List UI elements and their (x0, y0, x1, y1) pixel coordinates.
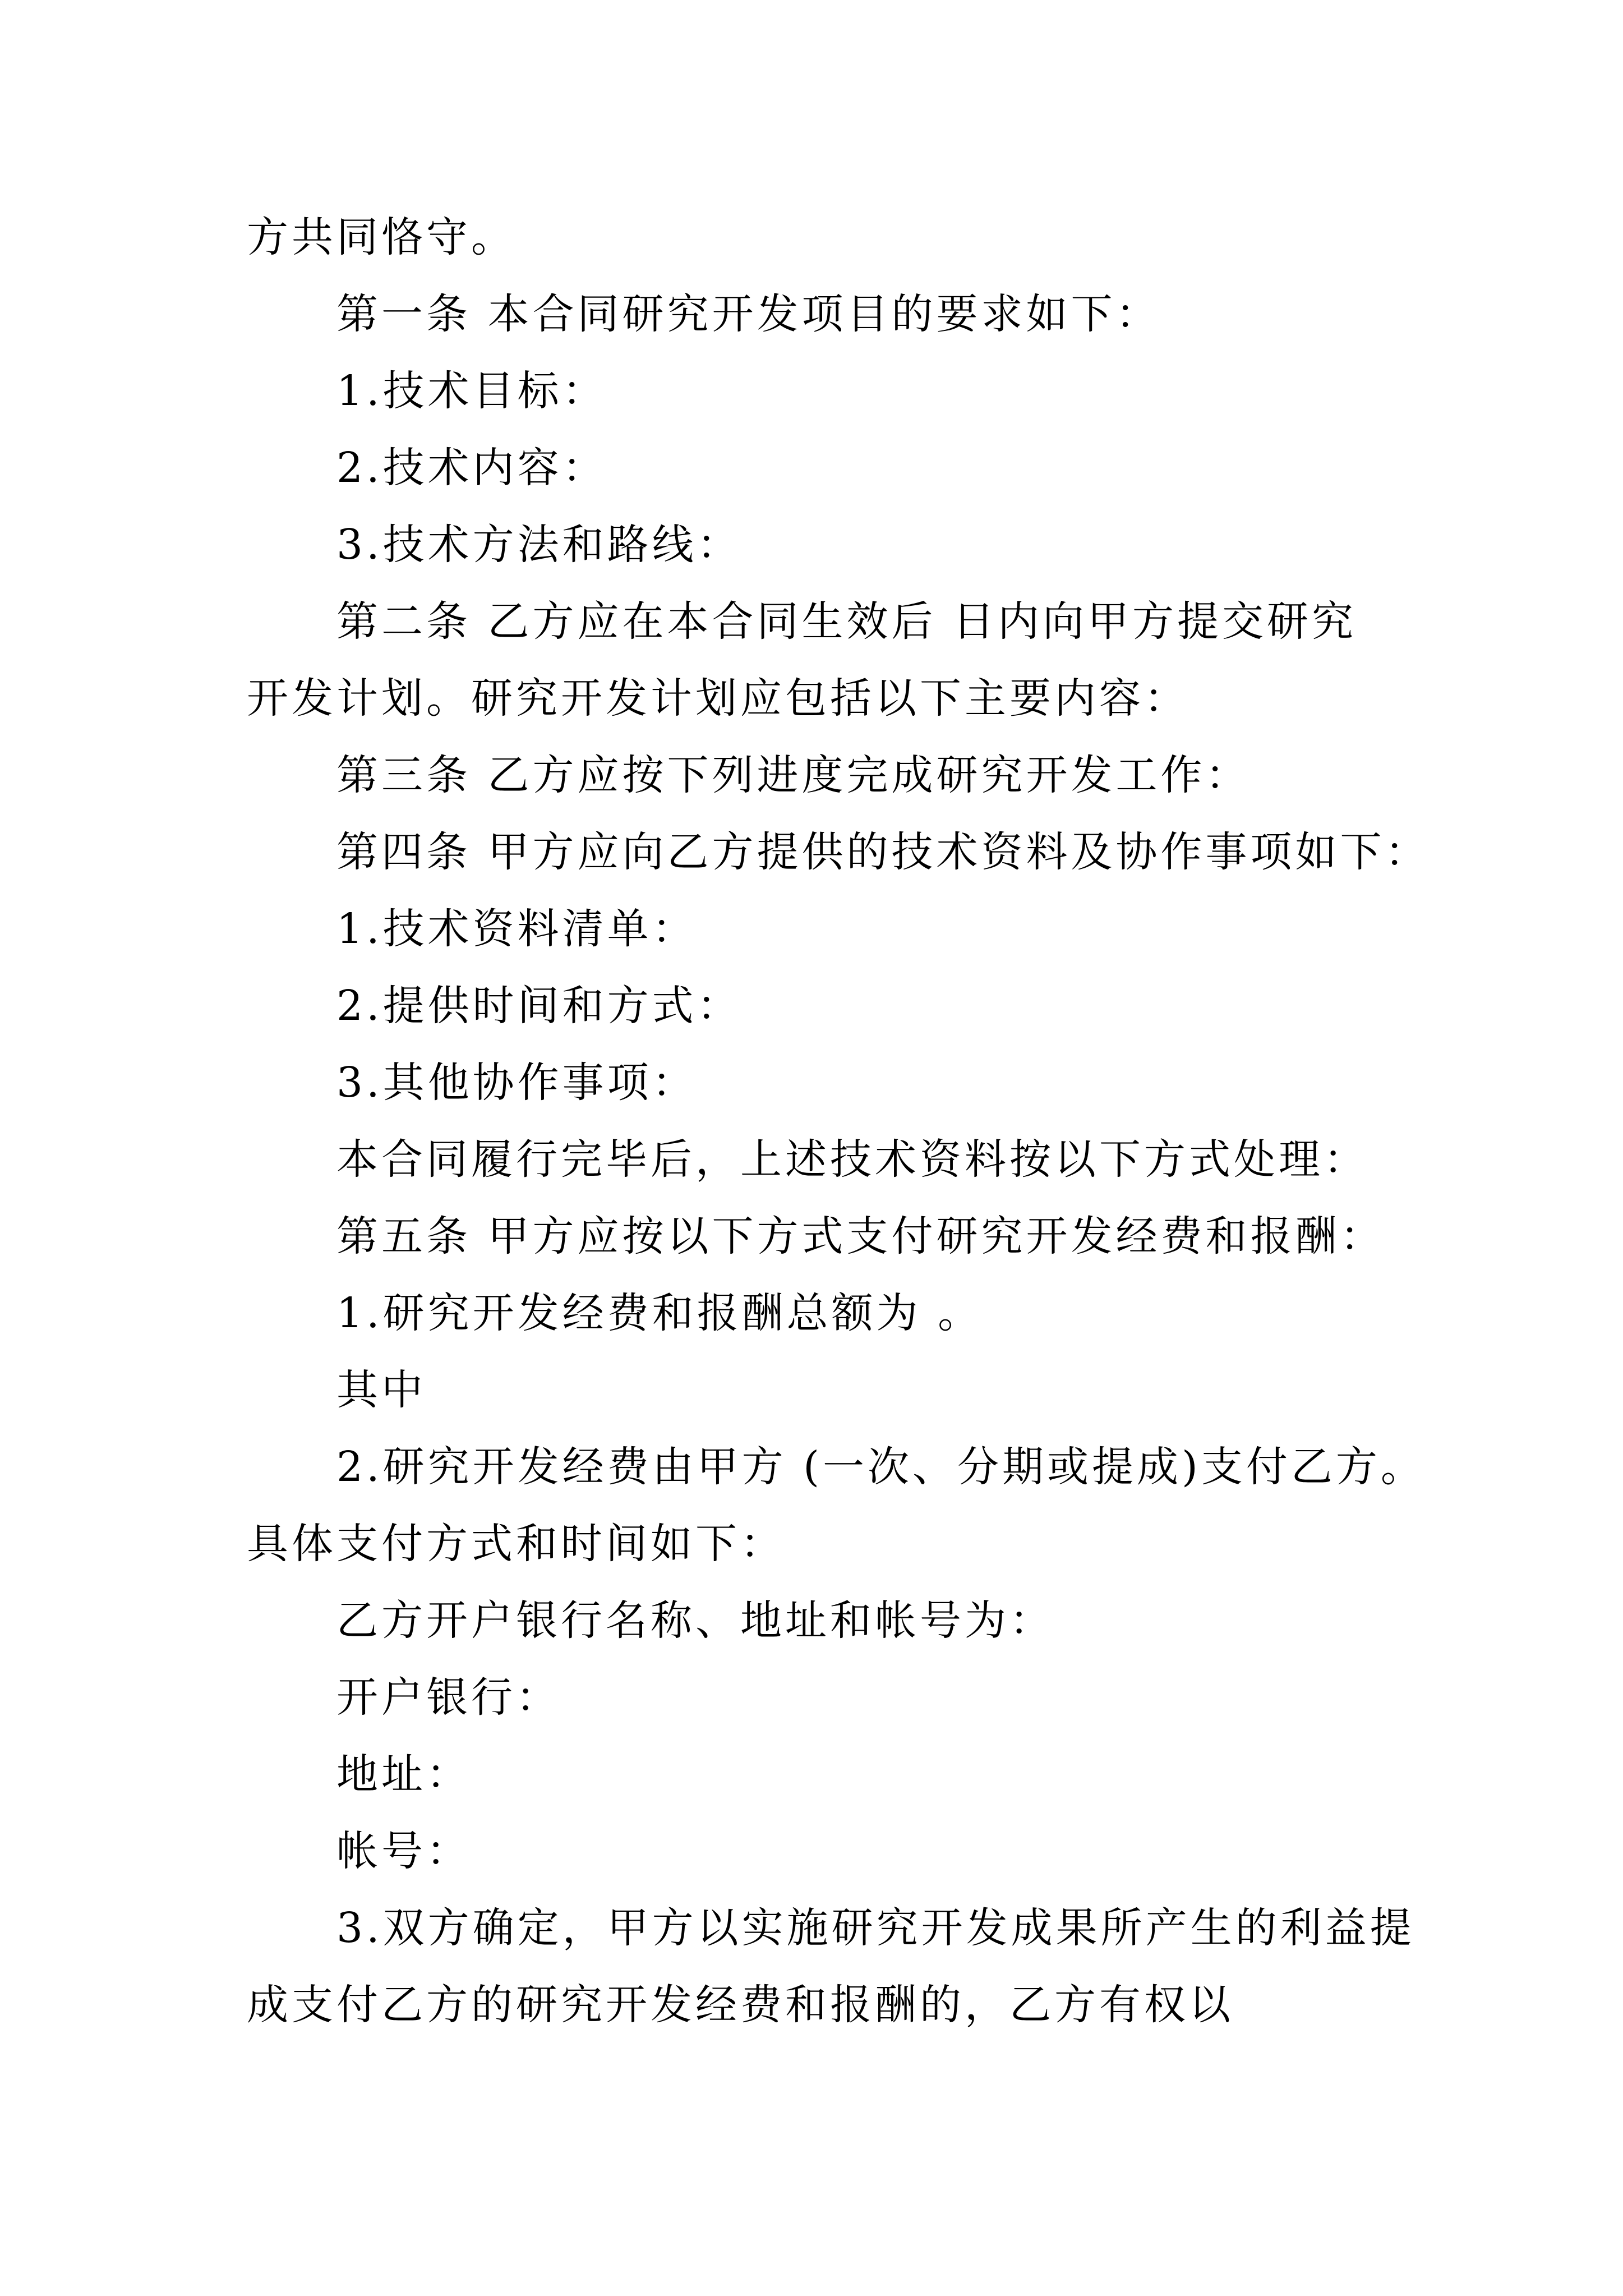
text-line: 2.提供时间和方式： (336, 982, 742, 1030)
text-line: 帐号： (336, 1827, 471, 1875)
document-body (247, 199, 1430, 2044)
text-line: 1.技术资料清单： (336, 905, 697, 953)
text-line: 1.技术目标： (336, 367, 607, 415)
text-line: 开发计划。研究开发计划应包括以下主要内容： (247, 674, 1189, 723)
text-line: 地址： (336, 1750, 471, 1798)
text-line: 2.技术内容： (336, 444, 607, 492)
text-line: 1.研究开发经费和报酬总额为 。 (336, 1289, 983, 1337)
text-line: 其中 (336, 1366, 426, 1414)
text-line: 本合同履行完毕后，上述技术资料按以下方式处理： (336, 1135, 1368, 1184)
article-4-heading: 第四条 甲方应向乙方提供的技术资料及协作事项如下： (336, 828, 1430, 876)
text-line: 具体支付方式和时间如下： (247, 1520, 785, 1568)
text-line: 方共同恪守。 (247, 213, 516, 261)
text-line: 3.其他协作事项： (336, 1059, 697, 1107)
article-2-heading: 第二条 乙方应在本合同生效后 日内向甲方提交研究 (336, 597, 1357, 646)
text-line: 3.技术方法和路线： (336, 521, 742, 569)
text-line: 2.研究开发经费由甲方 (一次、分期或提成)支付乙方。 (336, 1443, 1426, 1491)
article-1-heading: 第一条 本合同研究开发项目的要求如下： (336, 290, 1161, 338)
text-line: 乙方开户银行名称、地址和帐号为： (336, 1596, 1054, 1645)
text-line: 开户银行： (336, 1673, 561, 1722)
article-5-heading: 第五条 甲方应按以下方式支付研究开发经费和报酬： (336, 1212, 1385, 1260)
article-3-heading: 第三条 乙方应按下列进度完成研究开发工作： (336, 751, 1251, 799)
text-line: 3.双方确定，甲方以实施研究开发成果所产生的利益提 (336, 1904, 1415, 1952)
text-line: 成支付乙方的研究开发经费和报酬的，乙方有权以 (247, 1981, 1234, 2029)
